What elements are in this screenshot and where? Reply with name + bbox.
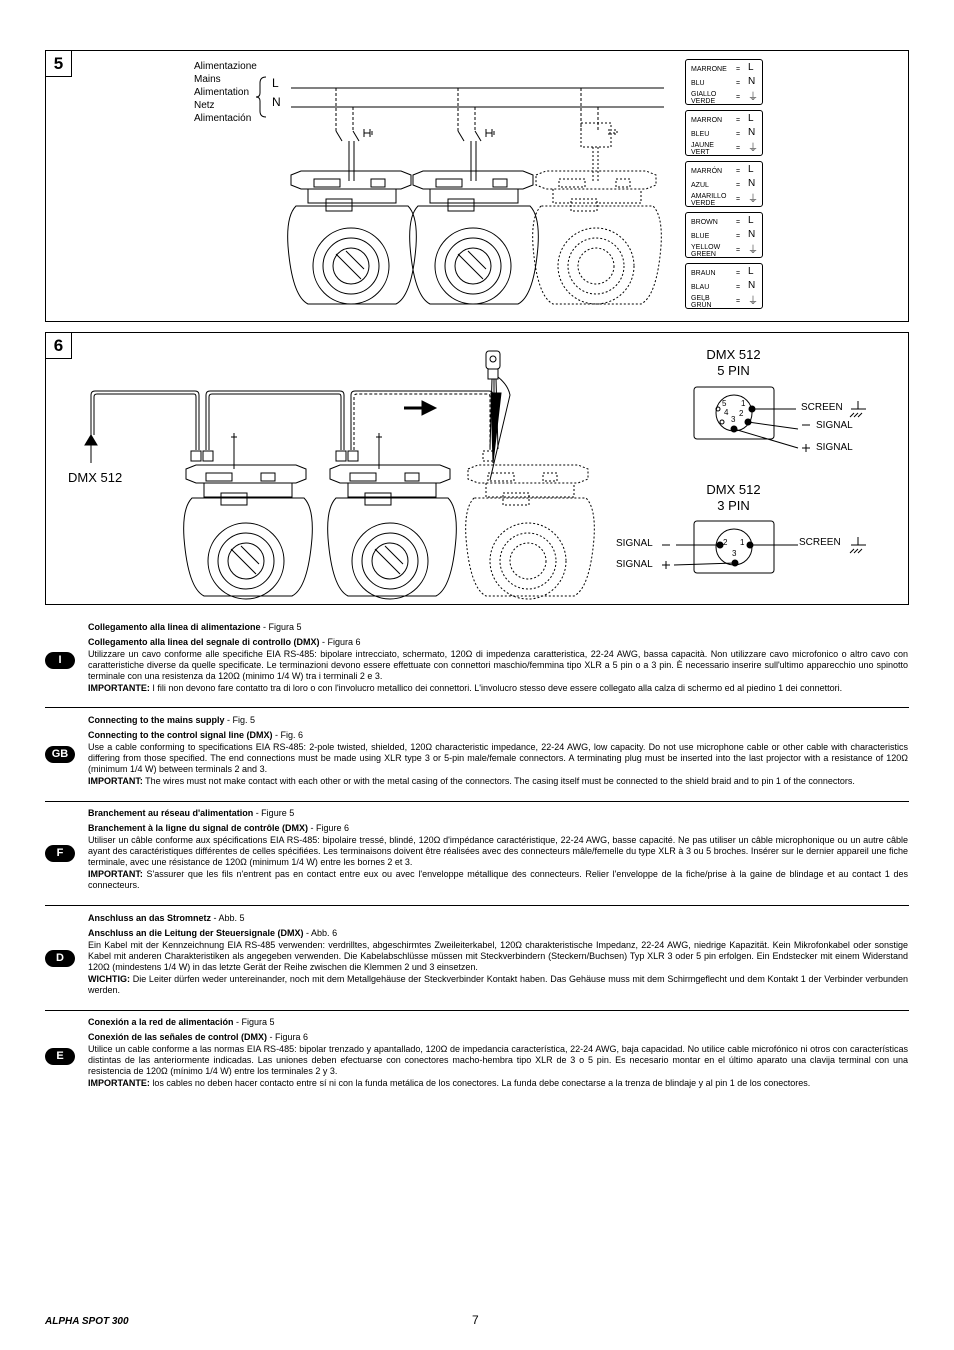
product-name: ALPHA SPOT 300 xyxy=(45,1316,129,1327)
pin-1-number: 1 xyxy=(741,399,746,408)
earth-icon: ⏚ xyxy=(748,143,758,154)
color-card-es: MARRÓN AZUL AMARILLO VERDE = = = L N ⏚ xyxy=(685,161,763,207)
section-it: Collegamento alla linea di alimentazione - Figura 5 Collegamento alla linea del segnale di controllo (DMX) - Figura 6 Utilizzare un cavo conforme alle specifiche EIA RS-485: bipolare intrecciato, schermato, 120Ω di impedenza caratteristica, 22-24 AWG, bassa capacità. Non utilizzare cavo microfonico o altro cavo con caratteristiche diverse da quelle specificate. Le terminazioni devono essere effettuate con connettori maschio/femmina tipo XLR a 5 pin o a 3 pin. È necessario inserire sull'ultimo apparecchio uno spinotto terminale con una resistenza da 120Ω (minimo 1/4 W) tra i terminali 2 e 3. IMPORTANTE: I fili non devono fare contatto tra di loro o con l'involucro metallico dei connettori. L'involucro stesso deve essere collegato alla calza di schermo ed al piedino 1 dei connettori. xyxy=(88,622,908,693)
earth-icon: ⏚ xyxy=(748,296,758,307)
figure-6 xyxy=(45,332,909,605)
language-badge-gb: GB xyxy=(45,746,75,763)
signal-minus-label-3pin: SIGNAL xyxy=(616,538,653,549)
signal-plus-label-3pin: SIGNAL xyxy=(616,559,653,570)
section-divider xyxy=(45,801,909,802)
fixture-3-dashed xyxy=(533,171,662,304)
dmx-fixture-1 xyxy=(184,433,313,599)
pin-4-number: 4 xyxy=(724,408,729,417)
color-card-en: BROWN BLUE YELLOW GREEN = = = L N ⏚ xyxy=(685,212,763,258)
mains-label-es: Alimentación xyxy=(194,113,252,124)
mains-label-de: Netz xyxy=(194,100,215,111)
figure-number: 5 xyxy=(46,51,72,77)
screen-label-5pin: SCREEN xyxy=(801,402,843,413)
line-l-label: L xyxy=(272,76,279,90)
dmx-fixture-2 xyxy=(328,433,457,599)
section-divider xyxy=(45,905,909,906)
dmx-5pin-title: DMX 512 5 PIN xyxy=(706,347,761,378)
language-badge-e: E xyxy=(45,1048,75,1065)
section-divider xyxy=(45,1010,909,1011)
pin-5-number: 5 xyxy=(722,399,727,408)
dmx-input-label: DMX 512 xyxy=(68,470,123,485)
figure-number: 6 xyxy=(46,333,72,359)
language-badge-d: D xyxy=(45,950,75,967)
section-f: Branchement au réseau d'alimentation - Figure 5 Branchement à la ligne du signal de contrôle (DMX) - Figure 6 Utiliser un câble conforme aux spécifications EIA RS-485: bipolaire tressé, blindé, 120Ω d'impédance caractéristique, 22-24 AWG, basse capacité. Ne pas utiliser un câble microphonique ou un autre câble ayant des caractéristiques différentes de celles spécifiées. Les terminaisons doivent être réalisées avec des connecteurs mâle/femelle du type XLR à 3 ou 5 broches. Insérer sur le dernier appareil une fiche terminale, avec une résistance de 120Ω (minimum 1/4 W) entre les bornes 2 et 3. IMPORTANT: S'assurer que les fils n'entrent pas en contact entre eux ou avec l'enveloppe métallique des connecteurs. Relier l'enveloppe de la fiche/prise à la gaine de blindage et au contact 1 des connecteurs. xyxy=(88,808,908,890)
dmx-wiring-diagram xyxy=(46,333,910,606)
pin-3-number: 3 xyxy=(731,415,736,424)
page-number: 7 xyxy=(472,1313,479,1327)
language-badge-it: I xyxy=(45,652,75,669)
language-badge-f: F xyxy=(45,845,75,862)
mains-label-fr: Alimentation xyxy=(194,87,250,98)
figure-5 xyxy=(45,50,909,322)
dmx-fixture-3-dashed xyxy=(466,451,595,599)
pin-1-number: 1 xyxy=(740,538,745,547)
pin-2-number: 2 xyxy=(723,538,728,547)
signal-plus-label-5pin: SIGNAL xyxy=(816,442,853,453)
color-card-fr: MARRON BLEU JAUNE VERT = = = L N ⏚ xyxy=(685,110,763,156)
fixture-2 xyxy=(410,171,539,304)
dmx-3pin-title: DMX 512 3 PIN xyxy=(706,482,761,513)
screen-label-3pin: SCREEN xyxy=(799,537,841,548)
pin-2-number: 2 xyxy=(739,409,744,418)
section-d: Anschluss an das Stromnetz - Abb. 5 Anschluss an die Leitung der Steuersignale (DMX) - Abb. 6 Ein Kabel mit der Kennzeichnung EIA RS-485 verwenden: verdrilltes, abgeschirmtes Zweileiterkabel, 120Ω charakteristische Impedanz, 22-24 AWG, niedrige Kapazität. Kein Mikrofonkabel oder sonstige Kabel mit anderen Charakteristiken als angegeben verwenden. Die Kabelabschlüsse müssen mit Steckverbindern (Steckern/Buchsen) Typ XLR 3 oder 5 pin erfolgen. Ein Endstecker mit einem Widerstand 120Ω (mindestens 1/4 W) in das letzte Gerät der Reihe zwischen die Klemmen 2 und 3 einsetzen. WICHTIG: Die Leiter dürfen weder untereinander, noch mit dem Metallgehäuse der Steckverbinder Kontakt haben. Das Gehäuse muss mit dem Schirmgeflecht und dem Kontakt 1 der Verbinder verbunden werden. xyxy=(88,913,908,995)
mains-label-en: Mains xyxy=(194,74,221,85)
pin-3-number: 3 xyxy=(732,549,737,558)
fixture-1 xyxy=(288,171,417,304)
section-e: Conexión a la red de alimentación - Figura 5 Conexión de las señales de control (DMX) - Figura 6 Utilice un cable conforme a las normas EIA RS-485: bipolar trenzado y apantallado, 120Ω de impedancia característica, 22-24 AWG, baja capacidad. No utilice cable microfónico ni otros con características distintas de las anteriormente indicadas. Las uniones deben efectuarse con conectores macho-hembra tipo XLR de 3 o 5 pin. Es necesario montar en el último aparato una clavija terminal con una resistencia de 120Ω (mínimo 1/4 W) entre los terminales 2 y 3. IMPORTANTE: los cables no deben hacer contacto entre sí ni con la funda metálica de los conectores. La funda debe conectarse a la trenza de blindaje y al pin 1 de los conectores. xyxy=(88,1017,908,1088)
color-card-de: BRAUN BLAU GELB GRÜN = = = L N ⏚ xyxy=(685,263,763,309)
signal-minus-label-5pin: SIGNAL xyxy=(816,420,853,431)
mains-wiring-diagram xyxy=(46,51,910,323)
mains-label-it: Alimentazione xyxy=(194,61,257,72)
earth-icon: ⏚ xyxy=(748,194,758,205)
section-gb: Connecting to the mains supply - Fig. 5 Connecting to the control signal line (DMX) - Fig. 6 Use a cable conforming to specifications EIA RS-485: 2-pole twisted, shielded, 120Ω characteristic impedance, 22-24 AWG, low capacity. Do not use microphone cable or other cable with characteristics differing from those specified. The end connections must be made using XLR type 3 or 5-pin male/female connectors. A terminating plug must be inserted into the last projector with a resistance of 120Ω (minimum 1/4 W) between terminals 2 and 3. IMPORTANT: The wires must not make contact with each other or with the metal casing of the connectors. The casing itself must be connected to the shield braid and to pin 1 of the connectors. xyxy=(88,715,908,786)
section-divider xyxy=(45,707,909,708)
color-card-it: MARRONE BLU GIALLO VERDE = = = L N ⏚ xyxy=(685,59,763,105)
line-n-label: N xyxy=(272,95,281,109)
earth-icon: ⏚ xyxy=(748,92,758,103)
earth-icon: ⏚ xyxy=(748,245,758,256)
